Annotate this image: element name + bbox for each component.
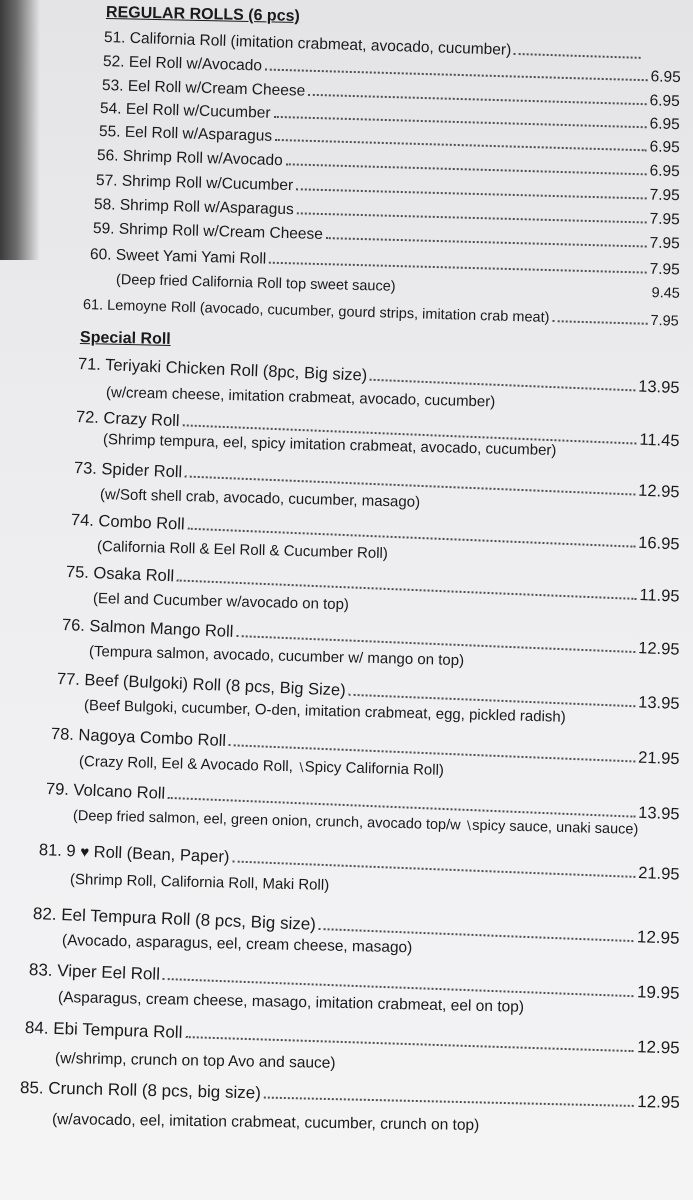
menu-item-81: 81. 9 ♥ Roll (Bean, Paper) 21.95 — [38, 841, 680, 884]
menu-item-55: 55. Eel Roll w/Asparagus 6.95 — [98, 122, 680, 156]
chili-pepper-icon: ∖ — [464, 818, 473, 833]
leader-dots — [297, 200, 647, 223]
leader-dots — [286, 151, 647, 175]
menu-item-74: 74. Combo Roll 16.95 — [70, 511, 680, 554]
menu-item-77: 77. Beef (Bulgoki) Roll (8 pcs, Big Size) 13.95 — [56, 670, 680, 714]
menu-item-54: 54. Eel Roll w/Cucumber 6.95 — [99, 99, 680, 133]
menu-item-72-desc: (Shrimp tempura, eel, spicy imitation crabmeat, avocado, cucumber) — [102, 431, 557, 460]
menu-item-57: 57. Shrimp Roll w/Cucumber 7.95 — [95, 171, 681, 204]
section-title-regular: REGULAR ROLLS (6 pcs) — [105, 3, 300, 26]
menu-item-53: 53. Eel Roll w/Cream Cheese 6.95 — [101, 76, 680, 110]
leader-dots — [232, 848, 635, 878]
menu-item-74-desc: (California Roll & Eel Roll & Cucumber Roll) — [96, 538, 389, 563]
leader-dots — [326, 225, 647, 247]
leader-dots — [264, 1084, 635, 1107]
leader-dots — [514, 41, 641, 59]
menu-item-60: 60. Sweet Yami Yami Roll 7.95 — [89, 245, 681, 279]
menu-item-85: 85. Crunch Roll (8 pcs, big size) 12.95 — [19, 1077, 681, 1112]
leader-dots — [275, 127, 647, 151]
menu-item-56: 56. Shrimp Roll w/Avocado 6.95 — [96, 146, 680, 180]
heart-icon: ♥ — [79, 843, 90, 862]
menu-item-72: 72. Crazy Roll 11.45 — [75, 408, 680, 451]
menu-item-61: 61. Lemoyne Roll (avocado, cucumber, gourd strips, imitation crab meat) 7.95 — [82, 296, 679, 330]
menu-item-76-desc: (Tempura salmon, avocado, cucumber w/ mango on top) — [88, 643, 465, 670]
menu-item-60-desc: (Deep fried California Roll top sweet sauce) 9.45 — [115, 272, 681, 302]
menu-item-84-desc: (w/shrimp, crunch on top Avo and sauce) — [54, 1050, 336, 1072]
menu-item-79-desc: (Deep fried salmon, eel, green onion, crunch, avocado top/w ∖spicy sauce, unaki sauce) — [72, 808, 639, 838]
menu-item-78-desc: (Crazy Roll, Eel & Avocado Roll, ∖Spicy California Roll) — [78, 753, 445, 779]
menu-item-83: 83. Viper Eel Roll 19.95 — [28, 959, 680, 1003]
menu-item-82-desc: (Avocado, asparagus, eel, cream cheese, masago) — [61, 932, 413, 957]
menu-item-75: 75. Osaka Roll 11.95 — [65, 563, 680, 607]
leader-dots — [273, 104, 646, 128]
menu-item-83-desc: (Asparagus, cream cheese, masago, imitation crabmeat, eel on top) — [57, 989, 525, 1016]
menu-item-71: 71. Teriyaki Chicken Roll (8pc, Big size) 13.95 — [77, 355, 680, 398]
section-title-special: Special Roll — [79, 329, 171, 348]
menu-item-81-desc: (Shrimp Roll, California Roll, Maki Roll) — [69, 871, 330, 894]
leader-dots — [308, 82, 647, 105]
menu-item-77-desc: (Beef Bulgoki, cucumber, O-den, imitation crabmeat, egg, pickled radish) — [83, 697, 566, 726]
leader-dots — [370, 367, 636, 392]
menu-item-73: 73. Spider Roll 12.95 — [73, 459, 680, 502]
menu-item-82: 82. Eel Tempura Roll (8 pcs, Big size) 12.95 — [32, 903, 680, 948]
menu-item-84: 84. Ebi Tempura Roll 12.95 — [24, 1017, 680, 1058]
menu-item-59: 59. Shrimp Roll w/Cream Cheese 7.95 — [92, 219, 681, 252]
menu-item-52: 52. Eel Roll w/Avocado 6.95 — [102, 52, 681, 86]
menu-item-85-desc: (w/avocado, eel, imitation crabmeat, cucumber, crunch on top) — [51, 1111, 480, 1134]
menu-item-58: 58. Shrimp Roll w/Asparagus 7.95 — [93, 195, 681, 228]
menu-item-75-desc: (Eel and Cucumber w/avocado on top) — [92, 590, 350, 614]
menu-item-73-desc: (w/Soft shell crab, avocado, cucumber, masago) — [99, 486, 421, 511]
leader-dots — [269, 250, 647, 274]
menu-item-76: 76. Salmon Mango Roll 12.95 — [61, 616, 680, 660]
menu-item-78: 78. Nagoya Combo Roll 21.95 — [50, 725, 680, 769]
leader-dots — [296, 176, 647, 199]
chili-pepper-icon: ∖ — [296, 760, 305, 775]
menu-item-71-desc: (w/cream cheese, imitation crabmeat, avocado, cucumber) — [105, 384, 496, 411]
menu-item-51: 51. California Roll (imitation crabmeat, avocado, cucumber) — [104, 28, 644, 62]
leader-dots — [185, 1023, 634, 1052]
menu-item-79: 79. Volcano Roll 13.95 — [45, 780, 680, 824]
leader-dots — [552, 309, 647, 325]
